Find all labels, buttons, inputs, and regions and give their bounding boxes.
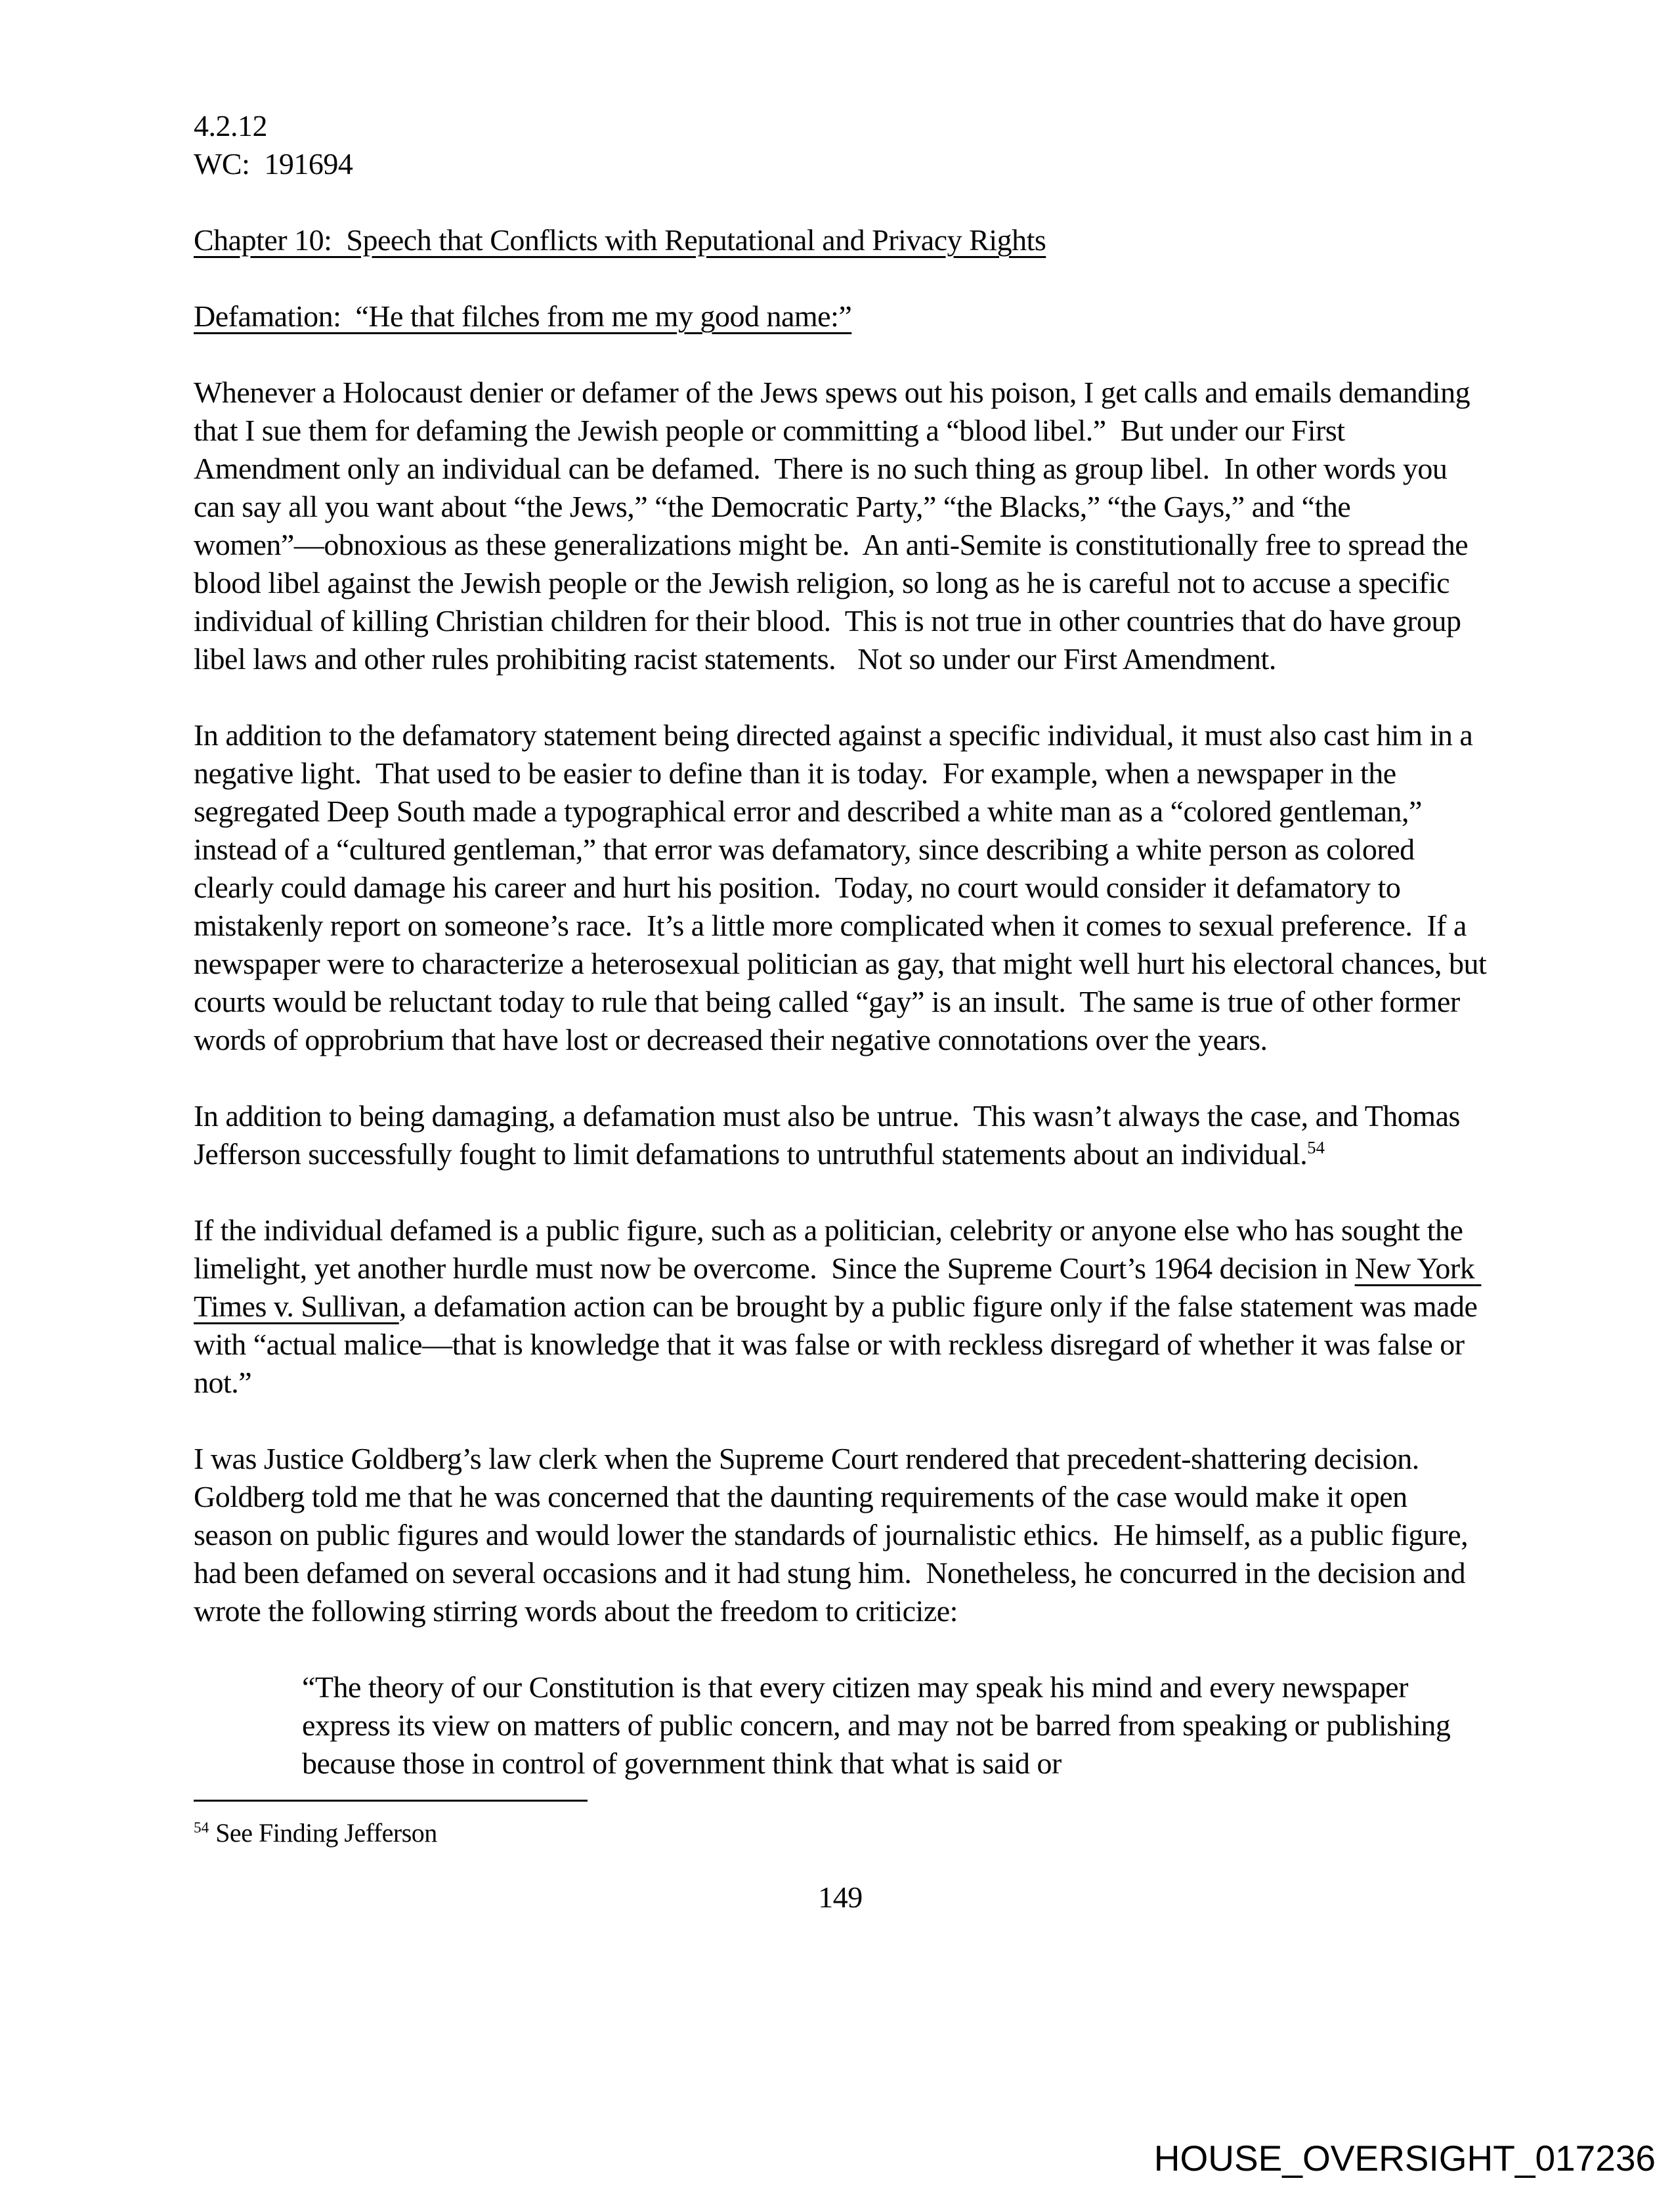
case-citation: New York Times v. Sullivan xyxy=(194,1251,1482,1323)
section-heading-text: Defamation: “He that filches from me my good name:” xyxy=(194,299,852,333)
block-quote: “The theory of our Constitution is that every citizen may speak his mind and every newspaper express its view on matters of public concern, and may not be barred from speaking or publishing because those in control of government think that what is said or xyxy=(302,1670,1458,1780)
paragraph-negative-light: In addition to the defamatory statement being directed against a specific individual, it must also cast him in a negative light. That used to be easier to define than it is today. For example, when a newspaper in the segregated Deep South made a typographical error and described a white man as a “colored gentleman,” instead of a “cultured gentleman,” that error was defamatory, since describing a white person as colored clearly could damage his career and hurt his position. Today, no court would consider it defamatory to mistakenly report on someone’s race. It’s a little more complicated when it comes to sexual preference. If a newspaper were to characterize a heterosexual politician as gay, that might well hurt his electoral chances, but courts would be reluctant today to rule that being called “gay” is an insult. The same is true of other former words of opprobrium that have lost or decreased their negative connotations over the years. xyxy=(194,718,1494,1056)
section-heading xyxy=(194,297,1487,336)
footnote-separator xyxy=(194,1800,588,1802)
paragraph-public-figure-before: If the individual defamed is a public figure, such as a politician, celebrity or anyone else who has sought the limelight, yet another hurdle must now be overcome. Since the Supreme Court’s 1964 decision in xyxy=(194,1213,1470,1285)
paragraph-untrue-text: In addition to being damaging, a defamation must also be untrue. This wasn’t always the case, and Thomas Jefferson successfully fought to limit defamations to untruthful statements about an individual. xyxy=(194,1099,1467,1171)
paragraph-group-libel: Whenever a Holocaust denier or defamer of the Jews spews out his poison, I get calls and emails demanding that I sue them for defaming the Jewish people or committing a “blood libel.” But under our First Amendment only an individual can be defamed. There is no such thing as group libel. In other words you can say all you want about “the Jews,” “the Democratic Party,” “the Blacks,” “the Gays,” and “the women”—obnoxious as these generalizations might be. An anti-Semite is constitutionally free to spread the blood libel against the Jewish people or the Jewish religion, so long as he is careful not to accuse a specific individual of killing Christian children for their blood. This is not true in other countries that do have group libel laws and other rules prohibiting racist statements. Not so under our First Amendment. xyxy=(194,376,1478,676)
footnote xyxy=(194,1817,1487,1850)
paragraph-goldberg: I was Justice Goldberg’s law clerk when the Supreme Court rendered that precedent-shattering decision. Goldberg told me that he was concerned that the daunting requirements of the case would make it open season on public figures and would lower the standards of journalistic ethics. He himself, as a public figure, had been defamed on several occasions and it had stung him. Nonetheless, he concurred in the decision and wrote the following stirring words about the freedom to criticize: xyxy=(194,1442,1476,1628)
document-header xyxy=(194,107,1487,183)
chapter-heading-text: Chapter 10: Speech that Conflicts with Reputational and Privacy Rights xyxy=(194,223,1046,257)
document-content xyxy=(194,107,1494,1917)
footnote-reference-54: 54 xyxy=(1307,1137,1325,1158)
paragraph-public-figure-after: , a defamation action can be brought by a public figure only if the false statement was made with “actual malice—that is knowledge that it was false or with reckless disregard of whether it was false or not.” xyxy=(194,1290,1485,1399)
bates-stamp: HOUSE_OVERSIGHT_017236 xyxy=(1153,2138,1656,2179)
paragraph-public-figure xyxy=(194,1211,1487,1402)
page-number: 149 xyxy=(818,1880,863,1914)
footnote-text: See Finding Jefferson xyxy=(215,1818,437,1848)
footnote-number: 54 xyxy=(194,1819,209,1836)
word-count: WC: 191694 xyxy=(194,147,353,181)
chapter-heading xyxy=(194,221,1487,259)
draft-date: 4.2.12 xyxy=(194,109,267,142)
paragraph-untrue xyxy=(194,1097,1487,1173)
